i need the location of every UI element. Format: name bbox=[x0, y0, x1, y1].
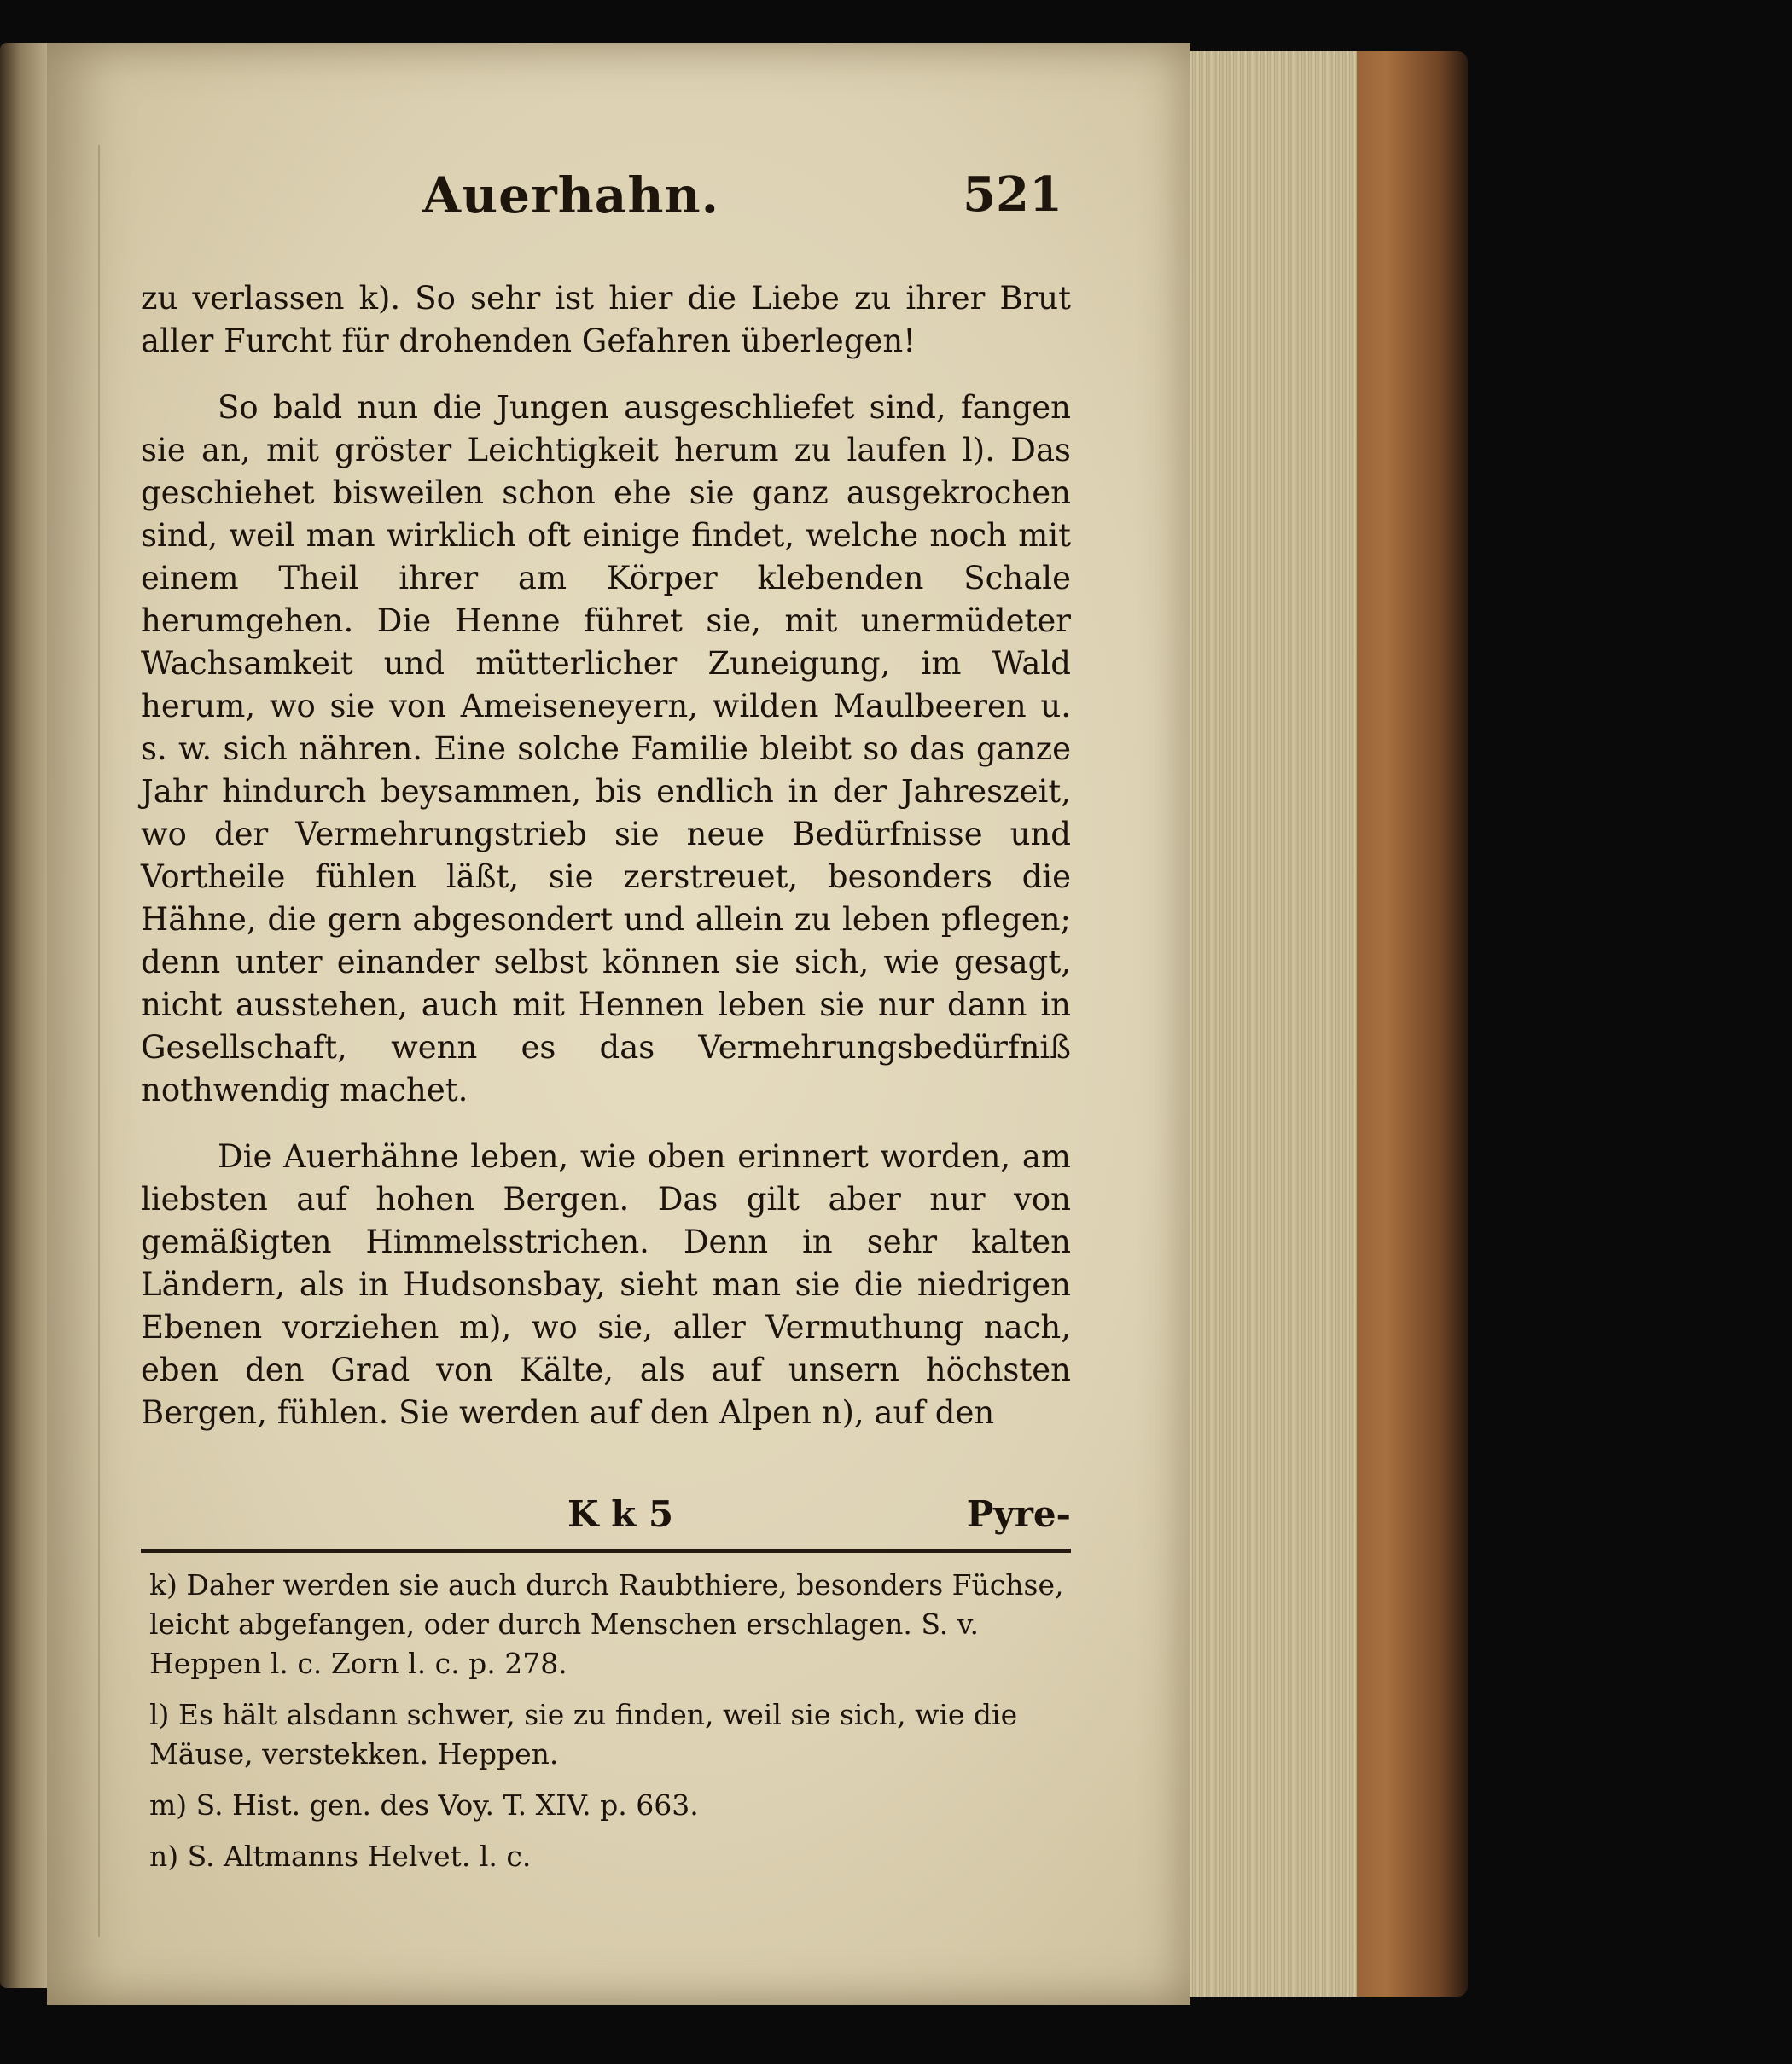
footnote-n: n) S. Altmanns Helvet. l. c. bbox=[149, 1840, 532, 1873]
signature-mark: K k 5 bbox=[567, 1493, 674, 1535]
footnotes bbox=[149, 1566, 1071, 1888]
page-number: 521 bbox=[963, 166, 1062, 223]
footnote-m: m) S. Hist. gen. des Voy. T. XIV. p. 663. bbox=[149, 1788, 699, 1822]
footnote-l: l) Es hält alsdann schwer, sie zu finden, weil sie sich, wie die Mäuse, verstekken. Heppen. bbox=[149, 1698, 1018, 1770]
gutter-shadow bbox=[98, 145, 100, 1937]
body-text bbox=[141, 277, 1071, 1458]
footnote-k: k) Daher werden sie auch durch Raubthiere, besonders Füchse, leicht abgefangen, oder durch Menschen erschlagen. S. v. Heppen l. c. Zorn l. c. p. 278. bbox=[149, 1568, 1064, 1680]
paragraph-1: zu verlassen k). So sehr ist hier die Liebe zu ihrer Brut aller Furcht für drohenden Gefahren überlegen! bbox=[141, 280, 1071, 359]
page-block-edges bbox=[1186, 51, 1357, 1997]
page-header bbox=[422, 166, 1062, 252]
running-title: Auerhahn. bbox=[422, 166, 719, 224]
paragraph-2: So bald nun die Jungen ausgeschliefet sind, fangen sie an, mit gröster Leichtigkeit herum zu laufen l). Das geschiehet bisweilen schon ehe sie ganz ausgekrochen sind, weil man wirklich oft einige findet, welche noch mit einem Theil ihrer am Körper klebenden Schale herumgehen. Die Henne führet sie, mit unermüdeter Wachsamkeit und mütterlicher Zuneigung, im Wald herum, wo sie von Ameiseneyern, wilden Maulbeeren u. s. w. sich nähren. Eine solche Familie bleibt so das ganze Jahr hindurch beysammen, bis endlich in der Jahreszeit, wo der Vermehrungstrieb sie neue Bedürfnisse und Vortheile fühlen läßt, sie zerstreuet, besonders die Hähne, die gern abgesondert und allein zu leben pflegen; denn unter einander selbst können sie sich, wie gesagt, nicht ausstehen, auch mit Hennen leben sie nur dann in Gesellschaft, wenn es das Vermehrungsbedürfniß nothwendig machet. bbox=[141, 389, 1071, 1108]
footnote-rule bbox=[141, 1549, 1071, 1553]
signature-line bbox=[141, 1493, 1071, 1544]
left-page-edge bbox=[0, 43, 51, 1988]
catchword: Pyre- bbox=[966, 1493, 1071, 1535]
book-page bbox=[47, 43, 1190, 2005]
paragraph-3: Die Auerhähne leben, wie oben erinnert worden, am liebsten auf hohen Bergen. Das gilt aber nur von gemäßigten Himmelsstrichen. Denn in sehr kalten Ländern, als in Hudsonsbay, sieht man sie die niedrigen Ebenen vorziehen m), wo sie, aller Vermuthung nach, eben den Grad von Kälte, als auf unsern höchsten Bergen, fühlen. Sie werden auf den Alpen n), auf den bbox=[141, 1138, 1071, 1431]
